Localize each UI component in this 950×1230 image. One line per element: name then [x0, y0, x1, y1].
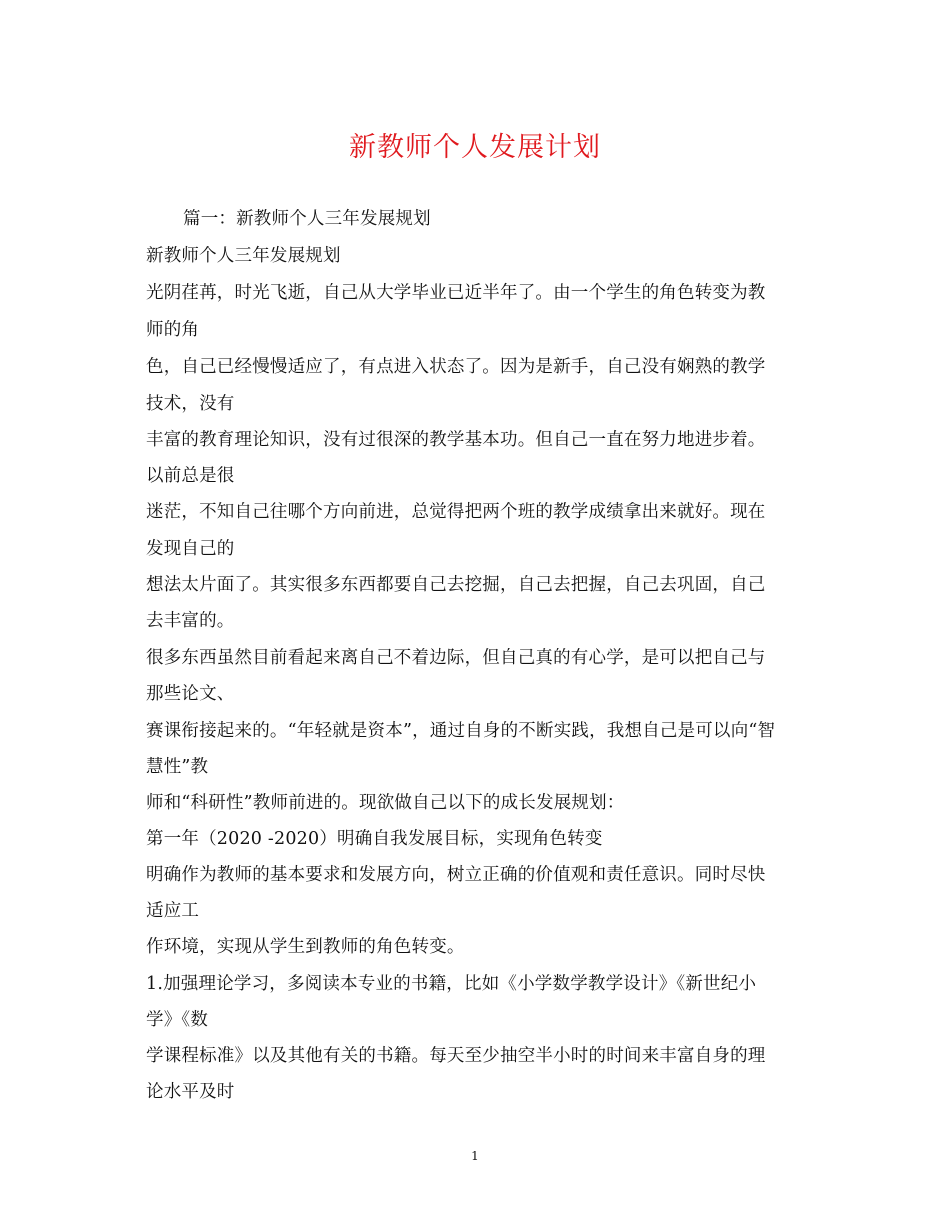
paragraph-line: 赛课衔接起来的。“年轻就是资本”，通过自身的不断实践，我想自己是可以向“智: [146, 721, 776, 741]
paragraph-line: 那些论文、: [146, 684, 235, 704]
paragraph-line: 以前总是很: [146, 466, 235, 486]
paragraph-line: 光阴荏苒，时光飞逝，自己从大学毕业已近半年了。由一个学生的角色转变为教: [146, 283, 766, 303]
paragraph-line: 想法太片面了。其实很多东西都要自己去挖掘，自己去把握，自己去巩固，自己: [146, 575, 766, 595]
paragraph-line: 篇一：新教师个人三年发展规划: [183, 209, 431, 229]
paragraph-line: 明确作为教师的基本要求和发展方向，树立正确的价值观和责任意识。同时尽快: [146, 865, 766, 885]
paragraph-line: 学课程标准》以及其他有关的书籍。每天至少抽空半小时的时间来丰富自身的理: [146, 1046, 766, 1066]
paragraph-line: 去丰富的。: [146, 611, 235, 631]
paragraph-line: 适应工: [146, 901, 200, 921]
paragraph-line: 师的角: [146, 320, 200, 340]
paragraph-line: 丰富的教育理论知识，没有过很深的教学基本功。但自己一直在努力地进步着。: [146, 430, 766, 450]
paragraph-line: 1.加强理论学习，多阅读本专业的书籍，比如《小学数学教学设计》《新世纪小: [146, 974, 757, 994]
paragraph-line: 新教师个人三年发展规划: [146, 246, 341, 266]
document-title: 新教师个人发展计划: [349, 132, 601, 163]
paragraph-line: 很多东西虽然目前看起来离自己不着边际，但自己真的有心学，是可以把自己与: [146, 648, 766, 668]
paragraph-line: 第一年（2020 -2020）明确自我发展目标，实现角色转变: [146, 829, 603, 849]
page-number: 1: [471, 1149, 479, 1163]
paragraph-line: 师和“科研性”教师前进的。现欲做自己以下的成长发展规划：: [146, 793, 625, 813]
paragraph-line: 作环境，实现从学生到教师的角色转变。: [146, 937, 465, 957]
paragraph-line: 学》《数: [146, 1010, 209, 1030]
paragraph-line: 迷茫，不知自己往哪个方向前进，总觉得把两个班的教学成绩拿出来就好。现在: [146, 502, 766, 522]
paragraph-line: 发现自己的: [146, 539, 235, 559]
paragraph-line: 色，自己已经慢慢适应了，有点进入状态了。因为是新手，自己没有娴熟的教学: [146, 357, 766, 377]
paragraph-line: 论水平及时: [146, 1082, 235, 1102]
paragraph-line: 慧性”教: [146, 757, 209, 777]
paragraph-line: 技术，没有: [146, 394, 235, 414]
